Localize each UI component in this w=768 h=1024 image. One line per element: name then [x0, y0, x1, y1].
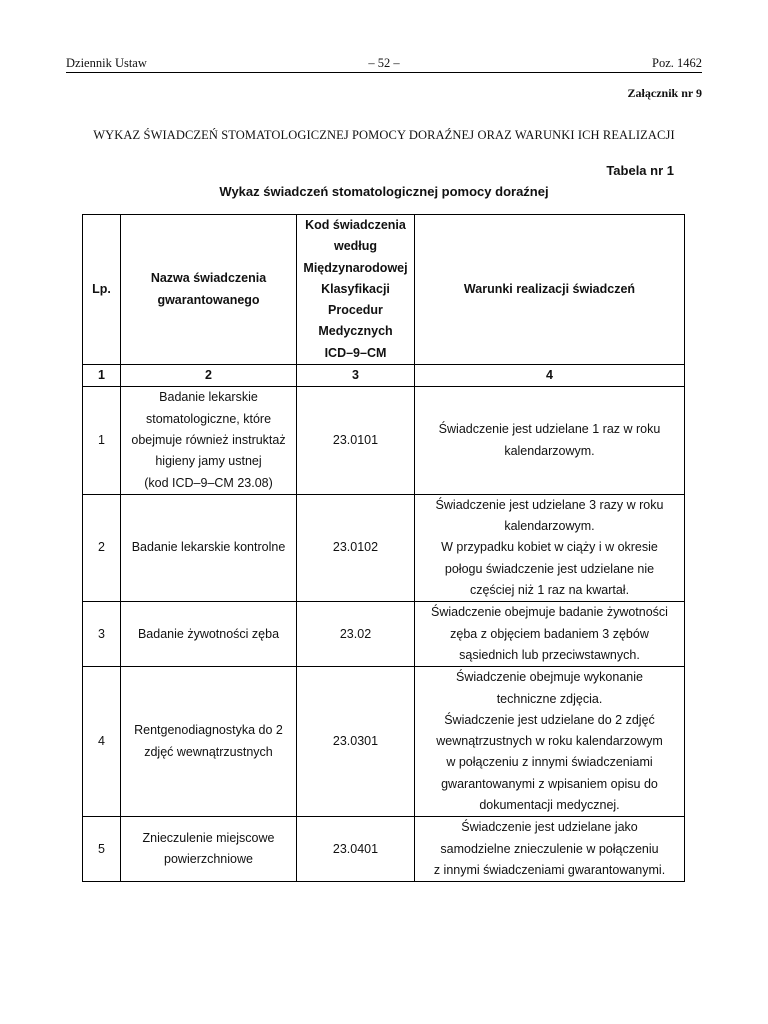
service-conditions-line: Świadczenie jest udzielane do 2 zdjęć	[444, 712, 655, 727]
service-name-line: higieny jamy ustnej	[155, 454, 262, 469]
column-header-line: Kod świadczenia	[305, 218, 406, 232]
service-name-line: Rentgenodiagnostyka do 2	[134, 723, 283, 738]
service-conditions	[415, 494, 685, 601]
row-number: 1	[83, 387, 121, 494]
service-conditions-line: Świadczenie jest udzielane 3 razy w roku	[435, 497, 664, 512]
column-header-line: według	[333, 239, 378, 254]
column-number: 2	[121, 365, 297, 387]
column-header-code	[297, 215, 415, 365]
journal-name: Dziennik Ustaw	[66, 56, 147, 70]
column-header-line: gwarantowanego	[157, 292, 260, 307]
service-conditions-line: Świadczenie jest udzielane 1 raz w roku	[438, 422, 661, 437]
service-conditions-line: sąsiednich lub przeciwstawnych.	[459, 647, 640, 662]
table-number-label: Tabela nr 1	[606, 163, 674, 178]
column-header-line: Międzynarodowej	[303, 260, 408, 275]
service-conditions	[415, 817, 685, 882]
service-conditions	[415, 667, 685, 817]
services-table	[82, 214, 685, 882]
service-name-line: Badanie lekarskie kontrolne	[131, 540, 286, 555]
service-conditions-line: gwarantowanymi z wpisaniem opisu do	[441, 776, 658, 791]
column-header-lp	[83, 215, 121, 365]
column-header-line: Nazwa świadczenia	[150, 271, 267, 286]
service-name-line: Badanie żywotności zęba	[137, 626, 280, 641]
service-code: 23.0102	[297, 494, 415, 601]
service-conditions-line: Świadczenie jest udzielane jako	[461, 820, 638, 835]
service-conditions-line: samodzielne znieczulenie w połączeniu	[440, 841, 659, 856]
page-number: – 52 –	[368, 56, 400, 70]
service-name	[121, 667, 297, 817]
column-number: 4	[415, 365, 685, 387]
service-code: 23.0301	[297, 667, 415, 817]
service-conditions-line: w połączeniu z innymi świadczeniami	[446, 755, 653, 770]
service-conditions	[415, 387, 685, 494]
column-header-line: Procedur	[328, 303, 383, 318]
row-number: 5	[83, 817, 121, 882]
service-conditions-line: zęba z objęciem badaniem 3 zębów	[450, 626, 649, 641]
service-name-line: Badanie lekarskie	[159, 390, 258, 405]
table-header-row	[83, 215, 685, 365]
service-name	[121, 602, 297, 667]
service-conditions-line: częściej niż 1 raz na kwartał.	[469, 583, 630, 598]
column-header-line: Warunki realizacji świadczeń	[463, 281, 636, 296]
service-conditions-line: dokumentacji medycznej.	[479, 798, 620, 813]
document-title: WYKAZ ŚWIADCZEŃ STOMATOLOGICZNEJ POMOCY DORAŹNEJ ORAZ WARUNKI ICH REALIZACJI	[93, 128, 675, 142]
annex-label: Załącznik nr 9	[627, 86, 702, 100]
service-conditions-line: z innymi świadczeniami gwarantowanymi.	[433, 862, 666, 877]
column-header-line: Klasyfikacji	[321, 281, 390, 296]
page-header	[66, 56, 702, 73]
service-code: 23.02	[297, 602, 415, 667]
service-conditions-line: techniczne zdjęcia.	[496, 691, 603, 706]
table-row	[83, 817, 685, 882]
table-row	[83, 387, 685, 494]
service-conditions-line: kalendarzowym.	[504, 519, 595, 534]
column-header-conditions	[415, 215, 685, 365]
service-name-line: stomatologiczne, które	[145, 411, 272, 426]
table-row	[83, 602, 685, 667]
service-name	[121, 817, 297, 882]
column-header-line: ICD–9–CM	[324, 345, 387, 360]
column-number-row	[83, 365, 685, 387]
service-conditions-line: Świadczenie obejmuje wykonanie	[456, 670, 643, 685]
table-row	[83, 667, 685, 817]
service-conditions-line: kalendarzowym.	[504, 443, 595, 458]
service-code: 23.0101	[297, 387, 415, 494]
service-name	[121, 387, 297, 494]
table-title: Wykaz świadczeń stomatologicznej pomocy doraźnej	[219, 184, 549, 199]
service-name	[121, 494, 297, 601]
table-body	[83, 387, 685, 882]
service-name-line: powierzchniowe	[164, 852, 253, 867]
service-code: 23.0401	[297, 817, 415, 882]
service-conditions-line: W przypadku kobiet w ciąży i w okresie	[441, 540, 658, 555]
service-conditions	[415, 602, 685, 667]
service-name-line: Znieczulenie miejscowe	[142, 830, 275, 845]
row-number: 3	[83, 602, 121, 667]
column-header-name	[121, 215, 297, 365]
column-number: 1	[83, 365, 121, 387]
column-header-line: Lp.	[92, 281, 111, 296]
column-header-line: Medycznych	[318, 324, 393, 339]
service-conditions-line: wewnątrzustnych w roku kalendarzowym	[436, 734, 663, 749]
service-name-line: zdjęć wewnątrzustnych	[144, 744, 273, 759]
column-number: 3	[297, 365, 415, 387]
service-name-line: obejmuje również instruktaż	[131, 432, 286, 447]
row-number: 2	[83, 494, 121, 601]
service-name-line: (kod ICD–9–CM 23.08)	[144, 475, 273, 490]
position-number: Poz. 1462	[652, 56, 702, 70]
table-row	[83, 494, 685, 601]
service-conditions-line: połogu świadczenie jest udzielane nie	[444, 561, 655, 576]
row-number: 4	[83, 667, 121, 817]
service-conditions-line: Świadczenie obejmuje badanie żywotności	[431, 605, 668, 620]
